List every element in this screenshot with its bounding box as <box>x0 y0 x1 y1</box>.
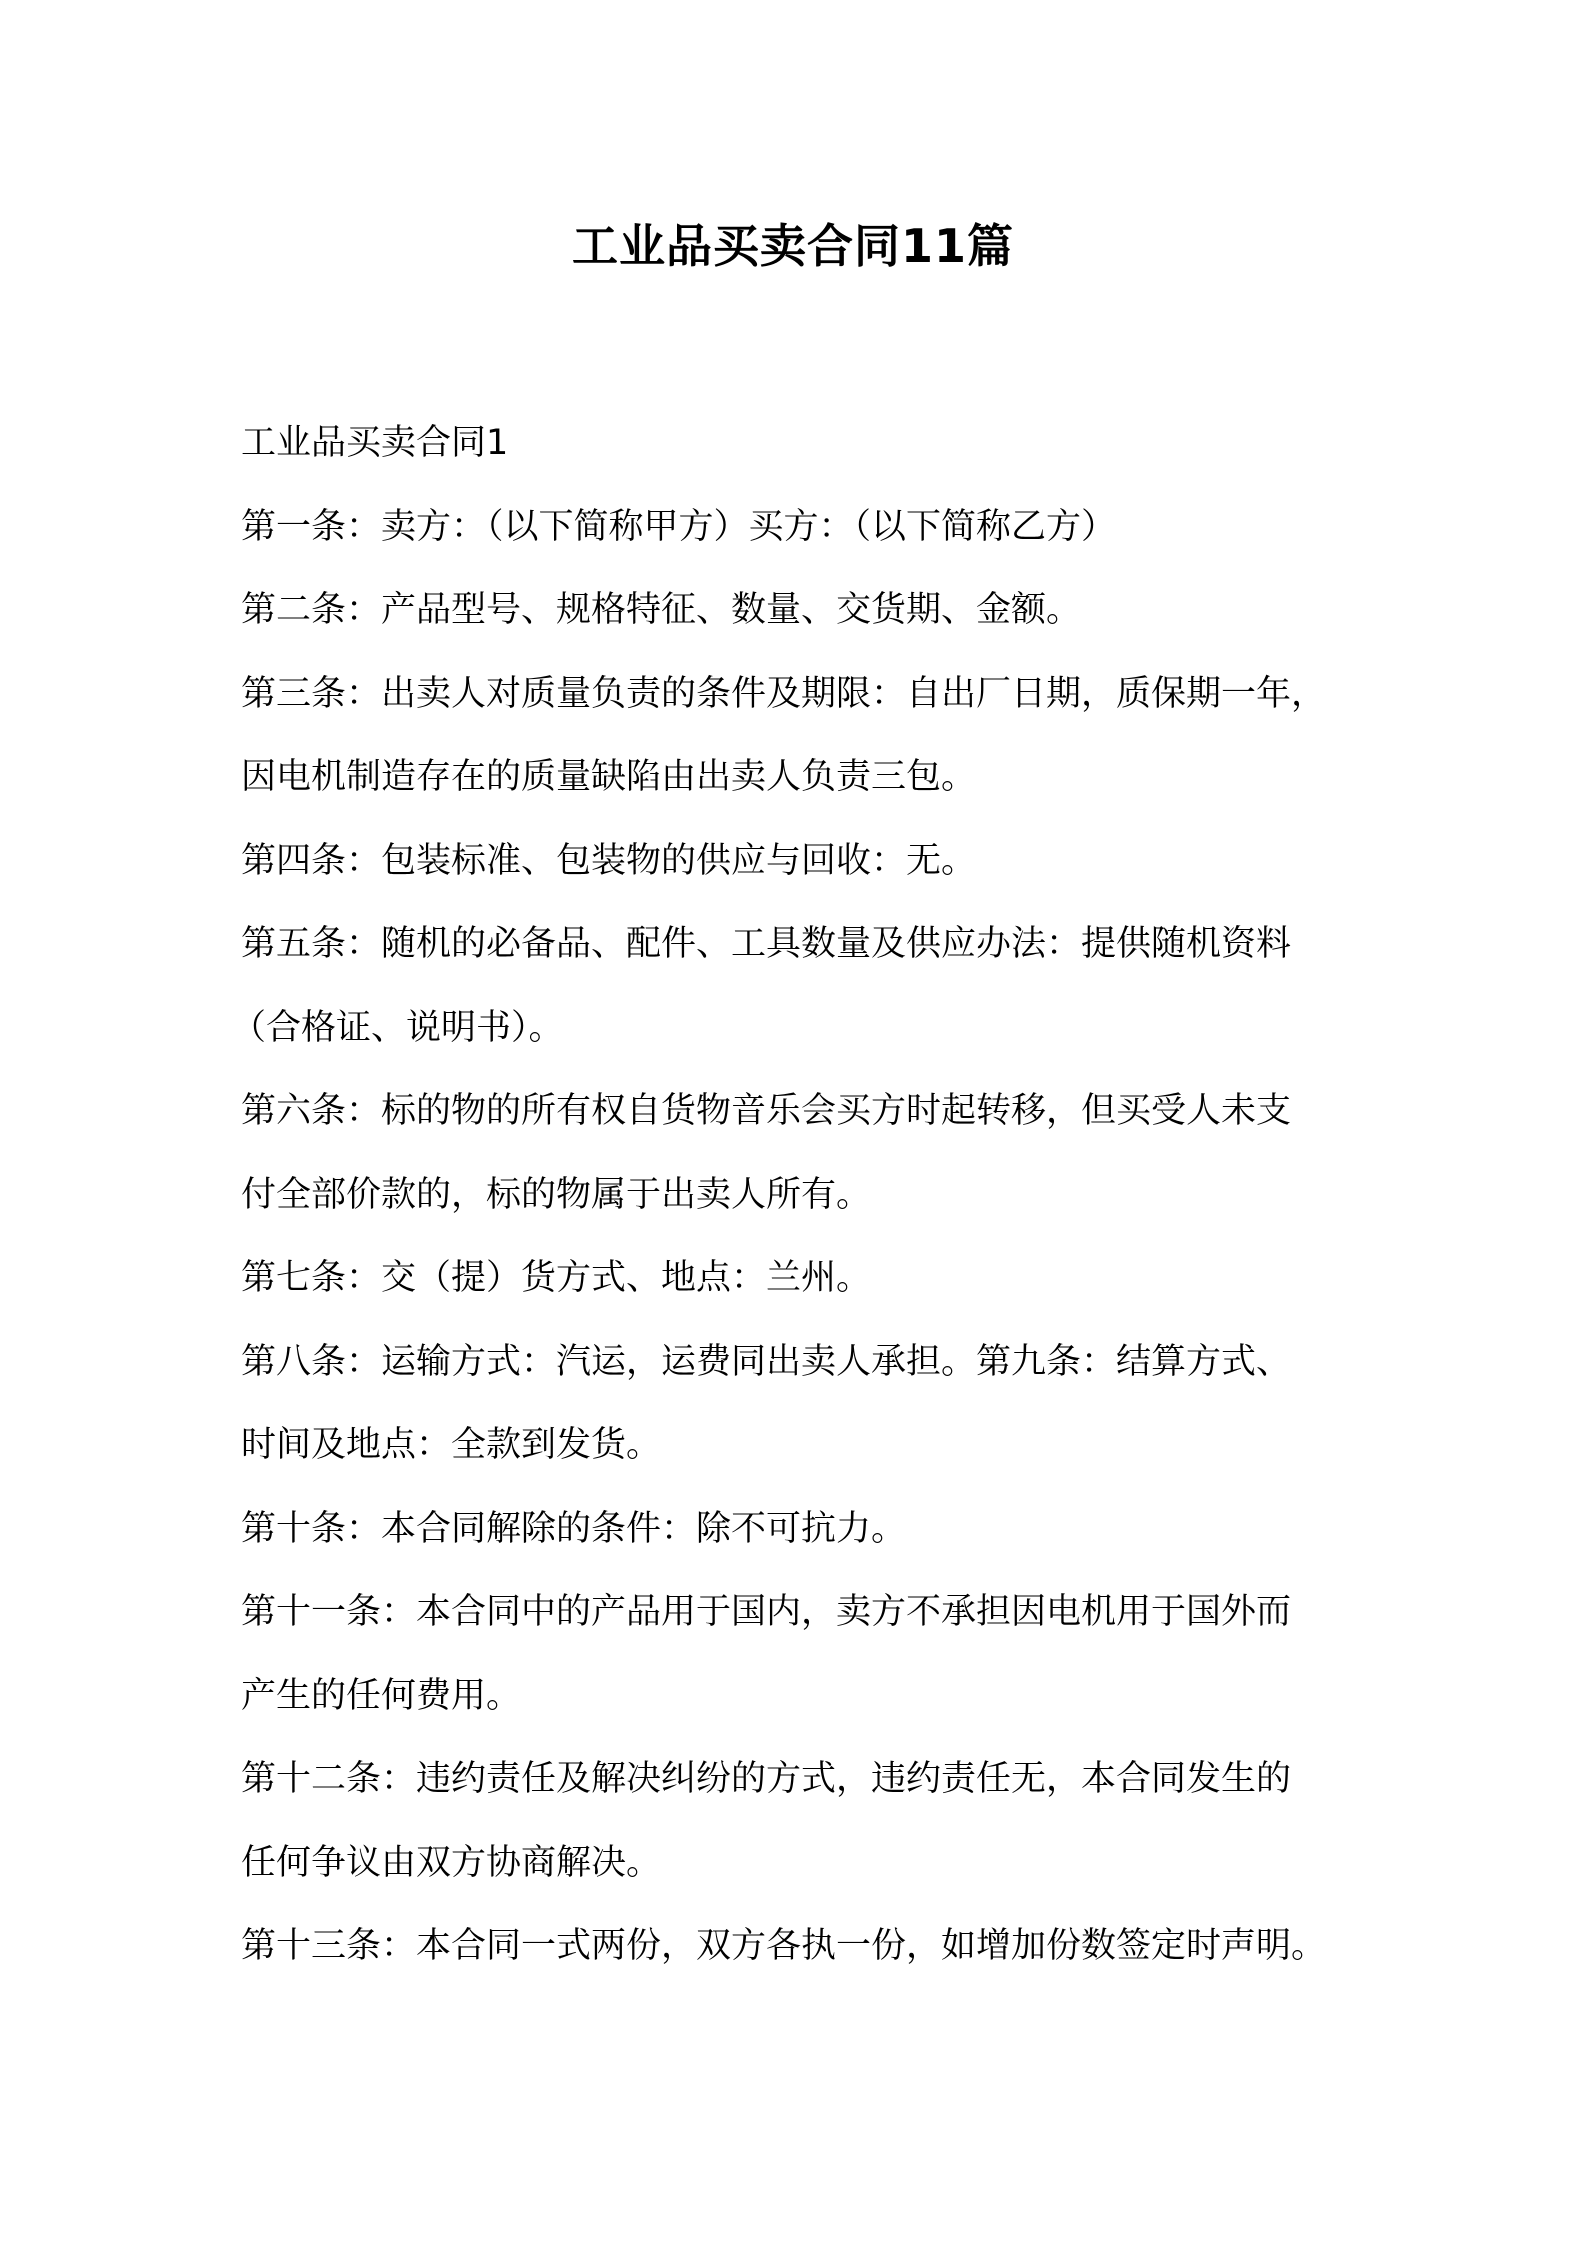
document-title: 工业品买卖合同11篇 <box>571 219 1014 273</box>
clause-line: 因电机制造存在的质量缺陷由出卖人负责三包。 <box>241 757 977 797</box>
document-body <box>231 402 1361 1989</box>
clause-line: 付全部价款的，标的物属于出卖人所有。 <box>241 1174 872 1215</box>
clause-line: （合格证、说明书）。 <box>231 1007 564 1048</box>
clause-line: 第十一条：本合同中的产品用于国内，卖方不承担因电机用于国外而 <box>241 1592 1292 1632</box>
clause-line: 第二条：产品型号、规格特征、数量、交货期、金额。 <box>241 590 1082 630</box>
clause-line: 第五条：随机的必备品、配件、工具数量及供应办法：提供随机资料 <box>241 924 1292 964</box>
clause-line: 任何争议由双方协商解决。 <box>241 1842 662 1883</box>
clause-line: 第十三条：本合同一式两份，双方各执一份，如增加份数签定时声明。 <box>241 1926 1327 1966</box>
clause-line: 第十条：本合同解除的条件：除不可抗力。 <box>241 1508 907 1549</box>
clause-line: 第七条：交（提）货方式、地点：兰州。 <box>241 1258 872 1298</box>
clause-line: 第三条：出卖人对质量负责的条件及期限：自出厂日期，质保期一年， <box>241 673 1327 714</box>
section-heading: 工业品买卖合同1 <box>241 423 509 463</box>
clause-line: 第十二条：违约责任及解决纠纷的方式，违约责任无，本合同发生的 <box>241 1759 1292 1799</box>
clause-line: 第六条：标的物的所有权自货物音乐会买方时起转移，但买受人未支 <box>241 1091 1292 1131</box>
clause-line: 第八条：运输方式：汽运，运费同出卖人承担。第九条：结算方式、 <box>241 1341 1292 1382</box>
clause-line: 产生的任何费用。 <box>241 1675 522 1716</box>
clause-line: 第四条：包装标准、包装物的供应与回收：无。 <box>241 840 977 881</box>
clause-line: 第一条：卖方：（以下简称甲方）买方：（以下简称乙方） <box>241 506 1117 547</box>
clause-line: 时间及地点：全款到发货。 <box>241 1425 662 1465</box>
